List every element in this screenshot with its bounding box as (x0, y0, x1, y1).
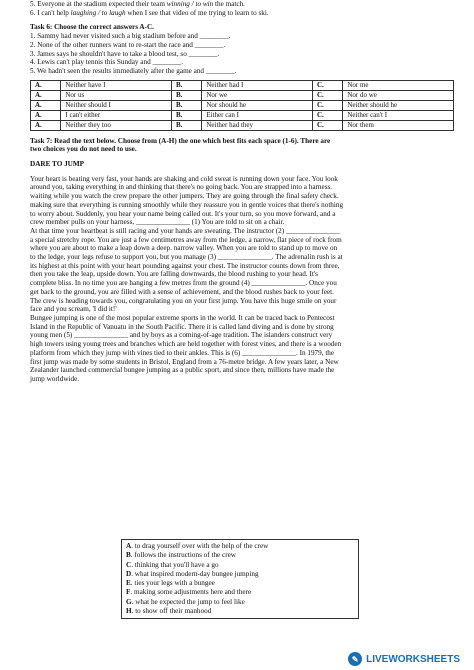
answer-option: Neither had I (202, 80, 313, 90)
answer-letter: A. (31, 100, 61, 110)
task6-item: 4. Lewis can't play tennis this Sunday and ________. (30, 58, 184, 67)
answer-letter: A. (31, 120, 61, 130)
answer-letter: C. (312, 100, 342, 110)
answer-row (31, 110, 454, 120)
answer-row (31, 90, 454, 100)
task7-title-line1: Task 7: Read the text below. Choose from (A-H) the one which best fits each space (1-6). There are (30, 136, 331, 145)
passage (30, 175, 454, 384)
answers-table (30, 80, 454, 131)
answer-option: Nor me (343, 80, 454, 90)
passage-line: then you take the leap, upside down. You are falling downwards, the blood rushing to your head. It's (30, 270, 318, 279)
task5-item: 6. I can't help laughing / to laugh when I see that video of me trying to learn to ski. (30, 8, 269, 17)
task5-remaining-items (30, 0, 454, 17)
answer-letter: C. (312, 90, 342, 100)
passage-line: face and you scream, 'I did it!' (30, 305, 117, 314)
option-item: A. to drag yourself over with the help of the crew (126, 542, 269, 550)
passage-line: At that time your heartbeat is still racing and your hands are sweating. The instructor (2) _______________ (30, 226, 340, 235)
answer-option: Nor we (202, 90, 313, 100)
task6-items (30, 32, 454, 76)
task6-title: Task 6: Choose the correct answers A-C. (30, 23, 154, 32)
passage-line: platform from which they jump with vines tied to their ankles. This is (6) _______________. In 1979, the (30, 348, 335, 357)
passage-line: its highest at this point with your heart pounding against your chest. The instructor counts down from three, (30, 261, 340, 270)
answer-letter: B. (171, 100, 201, 110)
answer-option: I can't either (61, 110, 172, 120)
answer-letter: A. (31, 110, 61, 120)
answer-row (31, 100, 454, 110)
passage-line: complete bliss. In no time you are hanging a few metres from the ground (4) _______________. Once you (30, 279, 337, 288)
passage-line: jump worldwide. (30, 374, 80, 383)
passage-line: The crew is heading towards you, congratulating you on your first jump. You have this huge smile on your (30, 296, 337, 305)
answer-letter: B. (171, 80, 201, 90)
option-item: F. making some adjustments here and there (126, 588, 252, 597)
answer-letter: C. (312, 80, 342, 90)
passage-line: young men (5) _______________ and by boys as a coming-of-age tradition. The islanders construct very (30, 331, 333, 340)
task6-item: 1. Sammy had never visited such a big stadium before and ________. (30, 32, 231, 41)
liveworksheets-logo-icon: ✎ (348, 652, 362, 666)
passage-line: around you, taking everything in and thinking that there's no going back. You are strapped into a harness. (30, 183, 333, 192)
brand-name: LIVEWORKSHEETS (366, 653, 460, 665)
passage-line: a special stretchy rope. You are just a few centimetres away from the ledge, a narrow, flat piece of rock from (30, 235, 342, 244)
answer-letter: B. (171, 120, 201, 130)
option-item: D. what inspired modern-day bungee jumping (126, 569, 259, 578)
answer-option: Nor should he (202, 100, 313, 110)
answer-row (31, 80, 454, 90)
passage-line: Island in the Republic of Vanuatu in the South Pacific. There it is called land diving and is done by strong (30, 322, 334, 331)
passage-line: first jump was made by some students in Bristol, England from a 76-metre bridge. A few years later, a New (30, 357, 339, 366)
passage-line: Your heart is beating very fast, your hands are shaking and cold sweat is running down your face. You look (30, 174, 338, 183)
worksheet-page (30, 0, 454, 384)
passage-heading: DARE TO JUMP (30, 160, 85, 169)
answer-option: Nor us (61, 90, 172, 100)
answer-option: Nor do we (343, 90, 454, 100)
answer-letter: B. (171, 110, 201, 120)
passage-line: waiting while you watch the crew prepare the other jumpers. They are going through the final safety check. (30, 192, 339, 201)
answer-option: Neither they too (61, 120, 172, 130)
answer-option: Either can I (202, 110, 313, 120)
passage-line: Zealander launched commercial bungee jumping as a public sport, and since then, millions have made the (30, 366, 335, 375)
answer-option: Neither had they (202, 120, 313, 130)
task6-item: 2. None of the other runners want to re-start the race and ________. (30, 40, 226, 49)
option-item: H. to show off their manhood (126, 607, 212, 616)
answer-option: Nor them (343, 120, 454, 130)
answer-letter: A. (31, 80, 61, 90)
answer-letter: C. (312, 110, 342, 120)
option-item: E. ties your legs with a bungee (126, 579, 215, 588)
answer-option: Neither should I (61, 100, 172, 110)
answer-letter: B. (171, 90, 201, 100)
passage-line: where you are about to make a leap down a deep. narrow valley. When you are told to stand up to move on (30, 244, 338, 253)
passage-line: high towers using young trees and branches which are held together with forest vines, and there is a wooden (30, 340, 342, 349)
passage-line: to the ledge, your legs refuse to support you, but you manage (3) _______________. The adrenalin rush is at (30, 253, 343, 262)
liveworksheets-footer (348, 652, 460, 666)
passage-line: making sure that everything is running smoothly while they reassure you in gentle voices that there's nothing (30, 200, 344, 209)
passage-line: to worry about. Suddenly, you hear your name being called out. It's your turn, so you move forward, and a (30, 209, 336, 218)
answer-option: Neither should he (343, 100, 454, 110)
passage-line: Bungee jumping is one of the most popular extreme sports in the world. It can be traced back to Pentecost (30, 313, 335, 322)
option-item: G. what he expected the jump to feel like (126, 597, 245, 606)
task5-item: 5. Everyone at the stadium expected their team winning / to win the match. (30, 0, 245, 8)
answer-row (31, 120, 454, 130)
task6-item: 5. We hadn't seen the results immediately after the game and ________. (30, 66, 237, 75)
option-item: B. follows the instructions of the crew (126, 551, 236, 560)
answer-letter: A. (31, 90, 61, 100)
answer-option: Neither can't I (343, 110, 454, 120)
options-box (121, 539, 359, 619)
answer-option: Neither have I (61, 80, 172, 90)
task6-item: 3. James says he shouldn't have to take a blood test, so ________. (30, 49, 220, 58)
passage-line: get back to the ground, you are filled with a sense of achievement, and the blood rushes back to your feet. (30, 287, 334, 296)
task7-title-line2: two choices you do not need to use. (30, 145, 137, 154)
option-item: C. thinking that you'll have a go (126, 560, 219, 569)
answer-letter: C. (312, 120, 342, 130)
passage-line: crew member pulls on your harness, _______________ (1) You are told to sit on a chair. (30, 218, 285, 227)
